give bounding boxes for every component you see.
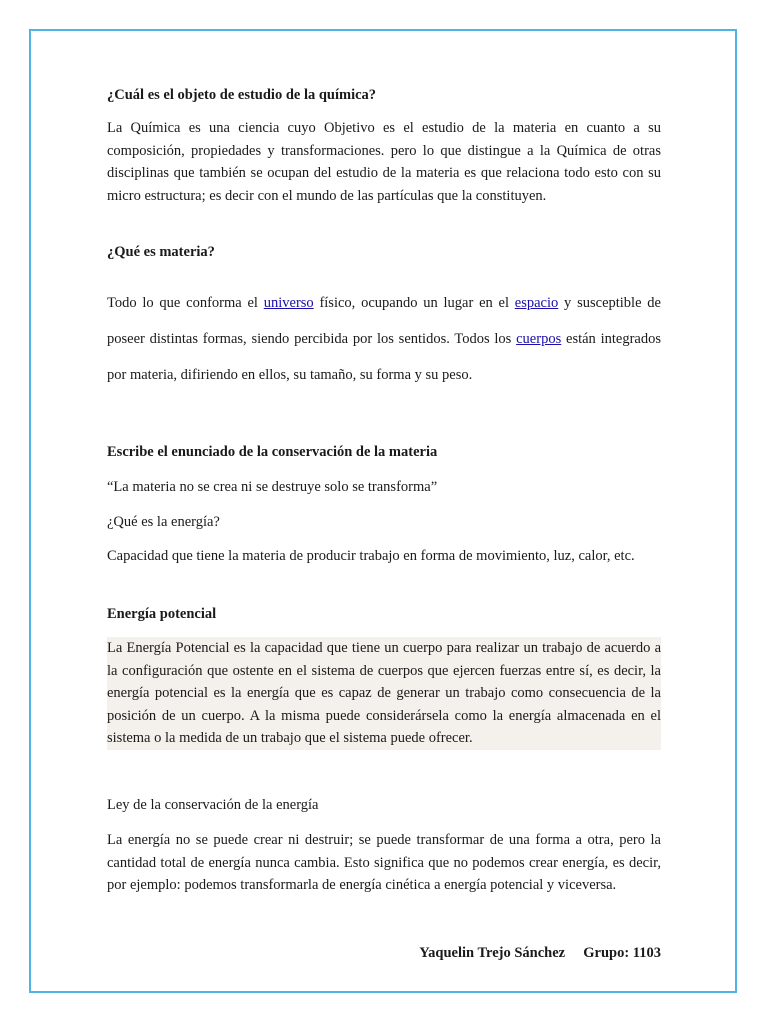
signature (419, 942, 661, 965)
author-name: Yaquelin Trejo Sánchez (419, 945, 566, 961)
q2-text-1: Todo lo que conforma el (107, 295, 264, 311)
q5-heading: Energía potencial (107, 606, 217, 622)
q3-heading: Escribe el enunciado de la conservación de la materia (107, 444, 438, 460)
link-espacio[interactable]: espacio (514, 295, 559, 311)
link-cuerpos[interactable]: cuerpos (516, 331, 562, 347)
q2-text-4: están integrados por materia, difiriendo en ellos, su tamaño, su forma y su peso. (107, 331, 662, 383)
q1-heading: ¿Cuál es el objeto de estudio de la química? (107, 87, 377, 103)
q1-answer: La Química es una ciencia cuyo Objetivo es el estudio de la materia en cuanto a su composición, propiedades y transformaciones. pero lo que distingue a la Química de otras disciplinas que también se ocupan del estudio de la materia es que relaciona todo esto con su micro estructura; es decir con el mundo de las partículas que la constituyen. (107, 120, 661, 204)
link-universo[interactable]: universo (263, 295, 314, 311)
group-number: Grupo: 1103 (583, 945, 661, 961)
q4-heading: ¿Qué es la energía? (107, 514, 220, 530)
q2-answer (107, 285, 661, 393)
q3-answer: “La materia no se crea ni se destruye solo se transforma” (107, 479, 438, 495)
q4-answer: Capacidad que tiene la materia de producir trabajo en forma de movimiento, luz, calor, etc. (107, 548, 635, 564)
q5-answer: La Energía Potencial es la capacidad que tiene un cuerpo para realizar un trabajo de acuerdo a la configuración que ostente en el sistema de cuerpos que ejercen fuerzas entre sí, es decir, la energía potencial es la energía que es capaz de generar un trabajo como consecuencia de la posición de un cuerpo. A la misma puede considerársela como la energía almacenada en el sistema o la medida de un trabajo que el sistema puede ofrecer. (107, 637, 661, 750)
q2-heading: ¿Qué es materia? (107, 244, 215, 260)
q6-answer: La energía no se puede crear ni destruir; se puede transformar de una forma a otra, pero la cantidad total de energía nunca cambia. Esto significa que no podemos crear energía, es decir, por ejemplo: podemos transformarla de energía cinética a energía potencial y viceversa. (107, 832, 661, 893)
q2-text-2: físico, ocupando un lugar en el (313, 295, 515, 311)
q6-heading: Ley de la conservación de la energía (107, 797, 319, 813)
q2-text-3: y susceptible de poseer distintas formas, siendo percibida por los sentidos. Todos los (107, 295, 661, 347)
